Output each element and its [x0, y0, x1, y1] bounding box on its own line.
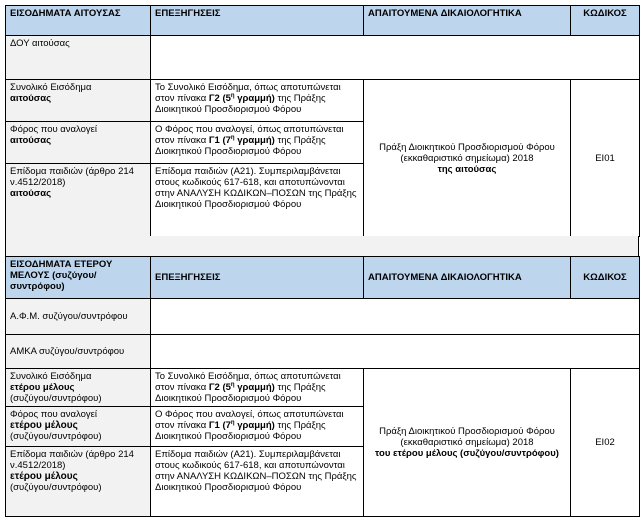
doy-value: [151, 36, 640, 80]
afm-label: Α.Φ.Μ. συζύγου/συντρόφου: [6, 299, 151, 335]
row-label: Συνολικό Εισόδημα αιτούσας: [6, 80, 151, 122]
header-income: ΕΙΣΟΔΗΜΑΤΑ ΑΙΤΟΥΣΑΣ: [6, 6, 151, 36]
row-label: Φόρος που αναλογεί αιτούσας: [6, 122, 151, 164]
table-row: [6, 335, 640, 369]
table-row: [6, 299, 640, 335]
header-code: ΚΩΔΙΚΟΣ: [571, 257, 640, 299]
row-explanation: Το Συνολικό Εισόδημα, όπως αποτυπώνεται στον πίνακα Γ2 ($5^\eta$ γραμμή) της Πράξης Διοικητικού Προσδιορισμού Φόρου: [151, 369, 364, 407]
required-documents: Πράξη Διοικητικού Προσδιορισμού Φόρου (εκκαθαριστικό σημείωμα) 2018 της αιτούσας: [364, 80, 571, 237]
code-value: ΕΙ02: [571, 369, 640, 517]
row-label: Επίδομα παιδιών (άρθρο 214 ν.4512/2018) αιτούσας: [6, 164, 151, 237]
afm-value: [151, 299, 640, 335]
row-explanation: Το Συνολικό Εισόδημα, όπως αποτυπώνεται στον πίνακα Γ2 ($5^\eta$ γραμμή) της Πράξης Διοικητικού Προσδιορισμού Φόρου: [151, 80, 364, 122]
table-row: [6, 36, 640, 80]
applicant-income-table: [5, 5, 640, 237]
row-explanation: Επίδομα παιδιών (Α21). Συμπεριλαμβάνεται στους κωδικούς 617-618, και αποτυπώνονται στην ΑΝΑΛΥΣΗ ΚΩΔΙΚΩΝ–ΠΟΣΩΝ της Πράξης Διοικητικού Προσδιορισμού Φόρου: [151, 164, 364, 237]
header-documents: ΑΠΑΙΤΟΥΜΕΝΑ ΔΙΚΑΙΟΛΟΓΗΤΙΚΑ: [364, 257, 571, 299]
header-income: ΕΙΣΟΔΗΜΑΤΑ ΕΤΕΡΟΥ ΜΕΛΟΥΣ (συζύγου/συντρόφου): [6, 257, 151, 299]
row-explanation: Επίδομα παιδιών (Α21). Συμπεριλαμβάνεται στους κωδικούς 617-618, και αποτυπώνονται στην ΑΝΑΛΥΣΗ ΚΩΔΙΚΩΝ–ΠΟΣΩΝ της Πράξης Διοικητικού Προσδιορισμού Φόρου: [151, 447, 364, 517]
doy-label: ΔΟΥ αιτούσας: [6, 36, 151, 80]
spouse-income-table: [5, 256, 640, 517]
table-row: [6, 80, 640, 122]
row-label: Επίδομα παιδιών (άρθρο 214 ν.4512/2018) ετέρου μέλους (συζύγου/συντρόφου): [6, 447, 151, 517]
row-explanation: Ο Φόρος που αναλογεί, όπως αποτυπώνεται στον πίνακα Γ1 ($7^\eta$ γραμμή) της Πράξης Διοικητικού Προσδιορισμού Φόρου: [151, 407, 364, 447]
header-documents: ΑΠΑΙΤΟΥΜΕΝΑ ΔΙΚΑΙΟΛΟΓΗΤΙΚΑ: [364, 6, 571, 36]
code-value: ΕΙ01: [571, 80, 640, 237]
amka-value: [151, 335, 640, 369]
table-row: [6, 369, 640, 407]
header-explanations: ΕΠΕΞΗΓΗΣΕΙΣ: [151, 257, 364, 299]
table-header-row: [6, 257, 640, 299]
table-header-row: [6, 6, 640, 36]
required-documents: Πράξη Διοικητικού Προσδιορισμού Φόρου (εκκαθαριστικό σημείωμα) 2018 του ετέρου μέλους (συζύγου/συντρόφου): [364, 369, 571, 517]
row-explanation: Ο Φόρος που αναλογεί, όπως αποτυπώνεται στον πίνακα Γ1 ($7^\eta$ γραμμή) της Πράξης Διοικητικού Προσδιορισμού Φόρου: [151, 122, 364, 164]
section-separator: [5, 236, 639, 256]
header-explanations: ΕΠΕΞΗΓΗΣΕΙΣ: [151, 6, 364, 36]
header-code: ΚΩΔΙΚΟΣ: [571, 6, 640, 36]
amka-label: ΑΜΚΑ συζύγου/συντρόφου: [6, 335, 151, 369]
row-label: Φόρος που αναλογεί ετέρου μέλους (συζύγου/συντρόφου): [6, 407, 151, 447]
row-label: Συνολικό Εισόδημα ετέρου μέλους (συζύγου/συντρόφου): [6, 369, 151, 407]
